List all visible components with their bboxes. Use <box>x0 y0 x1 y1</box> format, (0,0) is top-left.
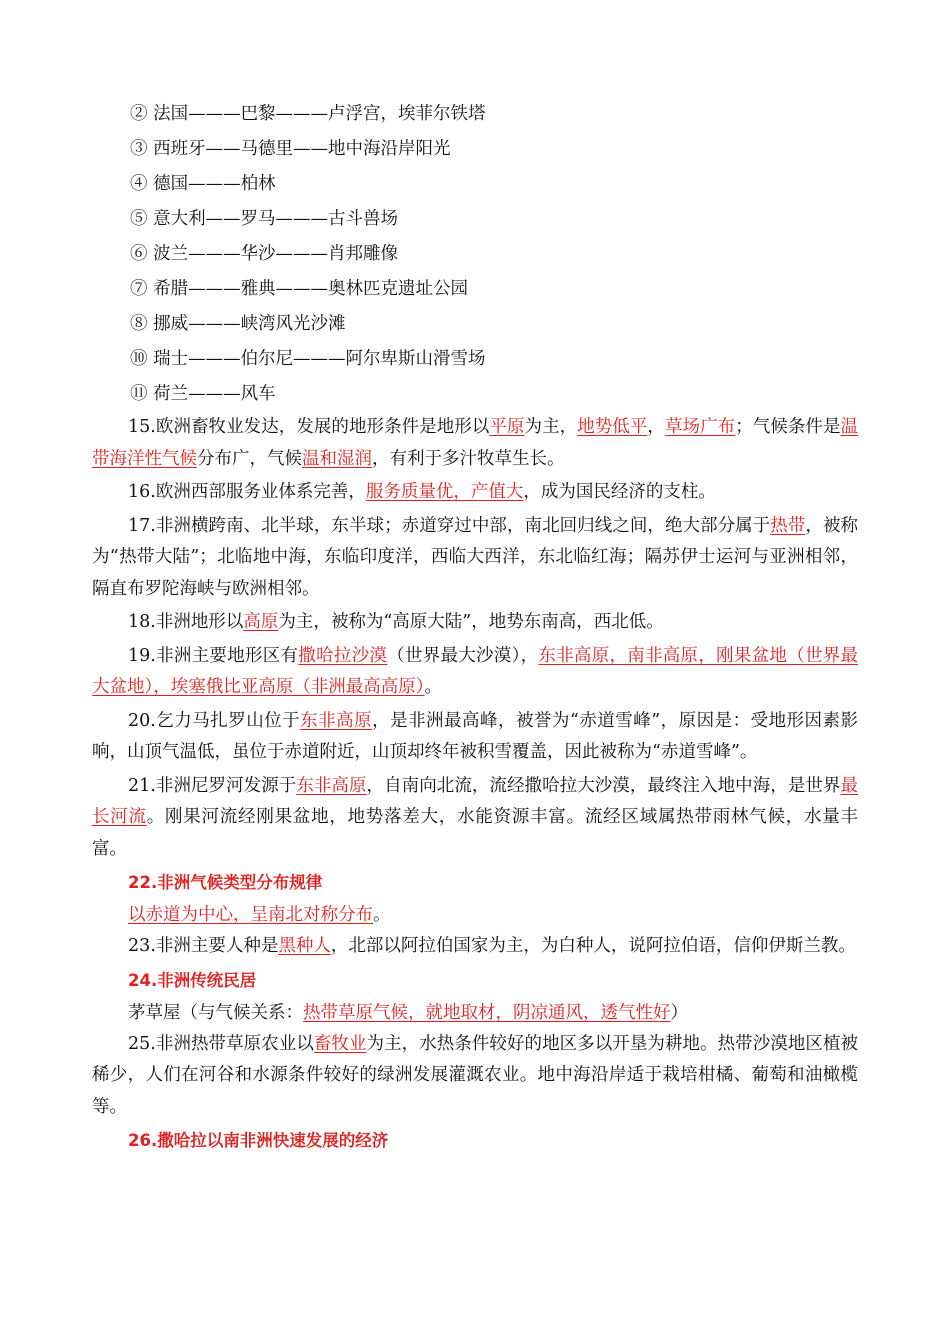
text-run: 25.非洲热带草原农业以 <box>128 1033 314 1054</box>
list-item: ⑥ 波兰———华沙———肖邦雕像 <box>130 244 399 264</box>
text-run: ） <box>670 1002 688 1023</box>
text-run: 15.欧洲畜牧业发达，发展的地形条件是地形以 <box>128 417 490 437</box>
list-item: ④ 德国———柏林 <box>130 174 276 194</box>
text-run: ，是非洲最高峰，被誉为“赤道雪峰”，原因是：受地形因素影响，山顶气温低，虽位于赤道附近，山顶却终年被积雪覆盖，因此被称为“赤道雪峰”。 <box>92 710 858 762</box>
keyword: 高原 <box>243 612 279 632</box>
paragraph-25 <box>92 1029 858 1124</box>
paragraph-19 <box>92 641 858 704</box>
list-item: ⑩ 瑞士———伯尔尼———阿尔卑斯山滑雪场 <box>130 349 486 369</box>
keyword: 热带 <box>770 515 806 536</box>
text-run: ，成为国民经济的支柱。 <box>523 482 716 502</box>
list-item: ⑤ 意大利——罗马———古斗兽场 <box>130 209 399 229</box>
keyword: 东非高原 <box>300 710 373 731</box>
list-item: ⑦ 希腊———雅典———奥林匹克遗址公园 <box>130 279 469 299</box>
text-run: ， <box>647 417 665 437</box>
keyword: 东非高原 <box>296 775 367 796</box>
keyword: 东非高原，南非高原，刚果盆地（世界最大盆地），埃塞俄比亚高原（非洲最高高原） <box>92 645 859 697</box>
text-run: 20.乞力马扎罗山位于 <box>128 710 301 731</box>
text-run: 16.欧洲西部服务业体系完善， <box>128 482 366 502</box>
text-run: ，北部以阿拉伯国家为主，为白种人，说阿拉伯语，信仰伊斯兰教。 <box>330 936 856 956</box>
paragraph-21 <box>92 771 858 866</box>
text-run: 19.非洲主要地形区有 <box>128 645 299 666</box>
keyword: 最长河流 <box>92 775 859 827</box>
keyword: 以赤道为中心，呈南北对称分布 <box>128 905 373 925</box>
keyword: 畜牧业 <box>313 1033 367 1054</box>
keyword: 平原 <box>489 417 525 437</box>
section-heading-22: 22.非洲气候类型分布规律 <box>128 873 323 892</box>
text-run: 茅草屋（与气候关系： <box>128 1002 303 1023</box>
keyword: 草场广布 <box>664 417 736 437</box>
keyword: 服务质量优，产值大 <box>365 482 524 502</box>
text-run: ，自南向北流，流经撒哈拉大沙漠，最终注入地中海，是世界 <box>366 775 841 796</box>
list-item: ⑪ 荷兰———风车 <box>130 384 276 404</box>
paragraph-18 <box>92 607 858 639</box>
list-item: ② 法国———巴黎———卢浮宫，埃菲尔铁塔 <box>130 104 486 124</box>
paragraph-20 <box>92 706 858 769</box>
text-run: 。 <box>373 905 391 925</box>
paragraph-17 <box>92 511 858 606</box>
text-run: 分布广，气候 <box>197 448 302 469</box>
text-run: 18.非洲地形以 <box>128 612 244 632</box>
paragraph-23 <box>92 931 858 963</box>
keyword: 温和湿润 <box>302 448 372 469</box>
text-run: ；气候条件是 <box>735 417 841 437</box>
text-run: 为主，被称为“高原大陆”，地势东南高，西北低。 <box>278 612 664 632</box>
text-run: 17.非洲横跨南、北半球，东半球；赤道穿过中部，南北回归线之间，绝大部分属于 <box>128 515 771 536</box>
text-run: ，被称为“热带大陆”；北临地中海，东临印度洋，西临大西洋，东北临红海；隔苏伊士运河与亚洲相邻，隔直布罗陀海峡与欧洲相邻。 <box>92 515 859 599</box>
text-run: 。刚果河流经刚果盆地，地势落差大，水能资源丰富。流经区域属热带雨林气候，水量丰富。 <box>92 807 859 859</box>
paragraph-16 <box>92 477 858 509</box>
section-heading-24: 24.非洲传统民居 <box>128 970 257 990</box>
text-run: 21.非洲尼罗河发源于 <box>128 775 297 796</box>
text-run: 为主，水热条件较好的地区多以开垦为耕地。热带沙漠地区植被稀少，人们在河谷和水源条件较好的绿洲发展灌溉农业。地中海沿岸适于栽培柑橘、葡萄和油橄榄等。 <box>92 1033 859 1117</box>
text-run: 。 <box>424 677 442 697</box>
keyword: 撒哈拉沙漠 <box>298 645 388 666</box>
paragraph-15 <box>92 412 858 475</box>
answer-22 <box>92 899 858 931</box>
keyword: 温带海洋性气候 <box>92 417 859 469</box>
text-run: 23.非洲主要人种是 <box>128 936 279 956</box>
text-run: ，有利于多汁牧草生长。 <box>372 448 565 469</box>
keyword: 黑种人 <box>278 936 331 956</box>
list-item: ③ 西班牙——马德里——地中海沿岸阳光 <box>130 139 451 159</box>
keyword: 热带草原气候，就地取材，阴凉通风，透气性好 <box>303 1002 671 1023</box>
section-heading-26: 26.撒哈拉以南非洲快速发展的经济 <box>128 1131 389 1150</box>
text-run: 为主， <box>524 417 578 437</box>
list-item: ⑧ 挪威———峡湾风光沙滩 <box>130 314 346 334</box>
answer-24 <box>92 997 858 1029</box>
attractions-list <box>92 97 858 412</box>
text-run: （世界最大沙漠）， <box>387 645 539 666</box>
keyword: 地势低平 <box>577 417 648 437</box>
